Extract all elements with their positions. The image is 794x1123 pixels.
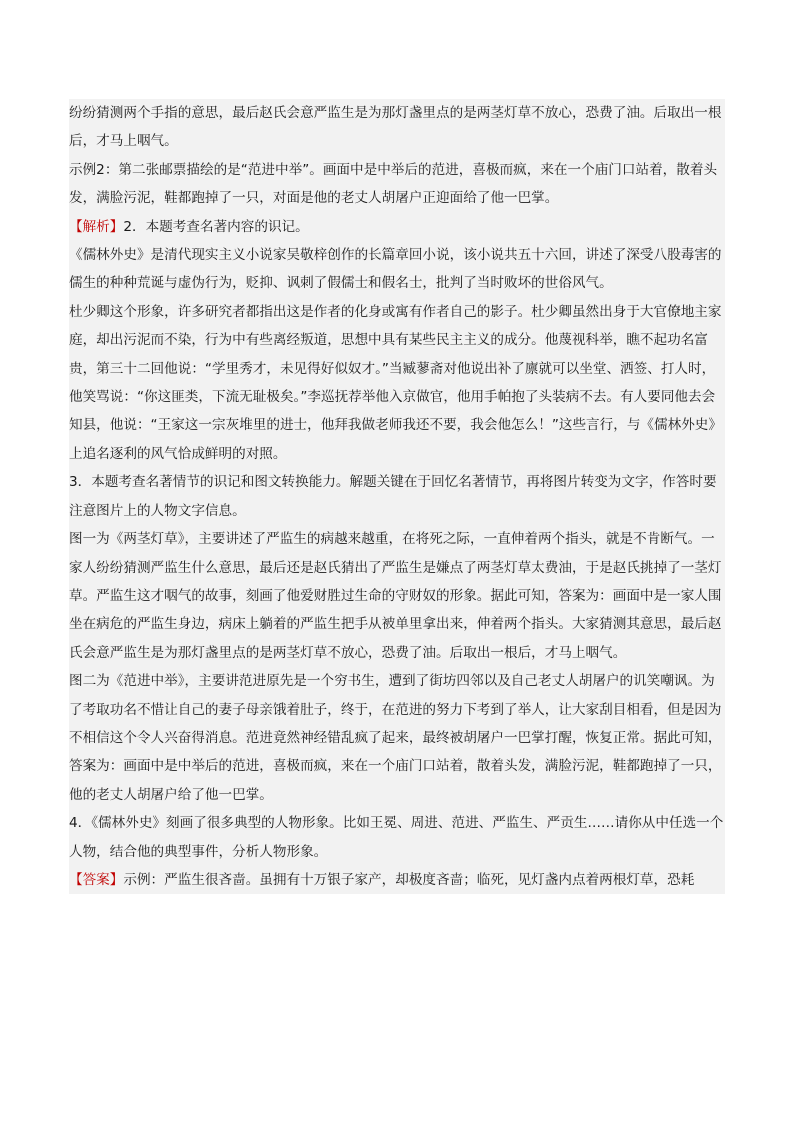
analysis-text: 2．本题考查名著内容的识记。 <box>123 218 309 235</box>
paragraph-figure-1: 图一为《两茎灯草》，主要讲述了严监生的病越来越重，在将死之际，一直伸着两个指头，就是不肯断气。一家人纷纷猜测严监生什么意思，最后还是赵氏猜出了严监生是嫌点了两茎灯草太费油，于是赵氏挑掉了一茎灯草。严监生这才咽气的故事，刻画了他爱财胜过生命的守财奴的形象。据此可知，答案为：画面中是一家人围坐在病危的严监生身边，病床上躺着的严监生把手从被单里拿出来，伸着两个指头。大家猜测其意思，最后赵氏会意严监生是为那灯盏里点的是两茎灯草不放心，恐费了油。后取出一根后，才马上咽气。 <box>69 525 725 667</box>
paragraph-example-1-end: 纷纷猜测两个手指的意思，最后赵氏会意严监生是为那灯盏里点的是两茎灯草不放心，恐费了油。后取出一根后，才马上咽气。 <box>69 99 725 156</box>
analysis-tag: 【解析】 <box>69 218 124 235</box>
paragraph-rulin-waishi-intro: 《儒林外史》是清代现实主义小说家吴敬梓创作的长篇章回小说，该小说共五十六回，讲述了深受八股毒害的儒生的种种荒诞与虚伪行为，贬抑、讽刺了假儒士和假名士，批判了当时败坏的世俗风气。 <box>69 241 725 298</box>
paragraph-du-shaoqing: 杜少卿这个形象，许多研究者都指出这是作者的化身或寓有作者自己的影子。杜少卿虽然出身于大官僚地主家庭，却出污泥而不染，行为中有些离经叛道，思想中具有某些民主主义的成分。他蔑视科举，瞧不起功名富贵，第三十二回他说：“学里秀才，未见得好似奴才。”当臧蓼斋对他说出补了廪就可以坐堂、洒签、打人时，他笑骂说：“你这匪类，下流无耻极矣。”李巡抚荐举他入京做官，他用手帕抱了头装病不去。有人要同他去会知县，他说：“王家这一宗灰堆里的进士，他拜我做老师我还不要，我会他怎么！”这些言行，与《儒林外史》上追名逐利的风气恰成鲜明的对照。 <box>69 298 725 468</box>
paragraph-question-4: 4．《儒林外史》刻画了很多典型的人物形象。比如王冕、周进、范进、严监生、严贡生……请你从中任选一个人物，结合他的典型事件，分析人物形象。 <box>69 809 725 866</box>
document-body <box>69 99 725 894</box>
answer-tag: 【答案】 <box>69 871 124 888</box>
paragraph-analysis-2 <box>69 213 725 241</box>
paragraph-analysis-3: 3．本题考查名著情节的识记和图文转换能力。解题关键在于回忆名著情节，再将图片转变为文字，作答时要注意图片上的人物文字信息。 <box>69 468 725 525</box>
paragraph-figure-2: 图二为《范进中举》，主要讲范进原先是一个穷书生，遭到了街坊四邻以及自己老丈人胡屠户的讥笑嘲讽。为了考取功名不惜让自己的妻子母亲饿着肚子，终于，在范进的努力下考到了举人，让大家刮目相看，但是因为不相信这个令人兴奋得消息。范进竟然神经错乱疯了起来，最终被胡屠户一巴掌打醒，恢复正常。据此可知，答案为：画面中是中举后的范进，喜极而疯，来在一个庙门口站着，散着头发，满脸污泥，鞋都跑掉了一只，他的老丈人胡屠户给了他一巴掌。 <box>69 667 725 809</box>
paragraph-example-2: 示例2：第二张邮票描绘的是“范进中举”。画面中是中举后的范进，喜极而疯，来在一个庙门口站着，散着头发，满脸污泥，鞋都跑掉了一只，对面是他的老丈人胡屠户正迎面给了他一巴掌。 <box>69 156 725 213</box>
paragraph-answer-4 <box>69 866 725 894</box>
answer-text: 示例：严监生很吝啬。虽拥有十万银子家产，却极度吝啬；临死，见灯盏内点着两根灯草，恐耗 <box>123 871 695 888</box>
